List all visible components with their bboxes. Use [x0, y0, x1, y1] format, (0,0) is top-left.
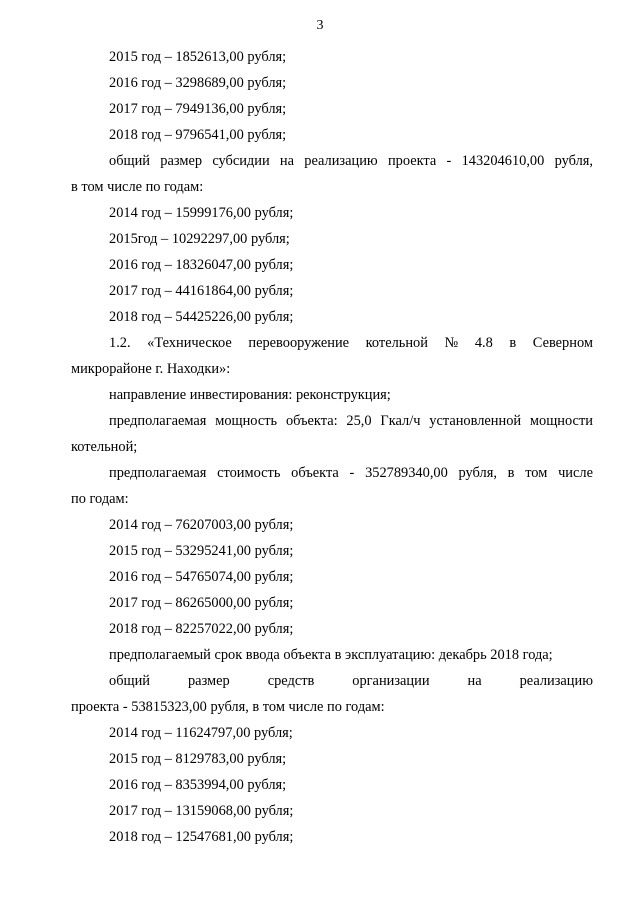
- word: том: [525, 465, 548, 481]
- word: 352789340,00: [365, 465, 448, 481]
- text-line: 2017 год – 86265000,00 рубля;: [109, 595, 294, 611]
- word: рубля,: [458, 465, 497, 481]
- word: -: [349, 465, 355, 481]
- text-line: 2018 год – 12547681,00 рубля;: [109, 829, 294, 845]
- text-line: [71, 460, 593, 486]
- word: средств: [267, 673, 315, 689]
- word: предполагаемая: [109, 465, 207, 481]
- word: Северном: [532, 335, 593, 351]
- text-line: 2015год – 10292297,00 рубля;: [109, 231, 290, 247]
- text-line: направление инвестирования: реконструкция;: [109, 387, 391, 403]
- word: проекта: [387, 153, 437, 169]
- word: числе: [558, 465, 593, 481]
- word: -: [446, 153, 452, 169]
- word: субсидии: [212, 153, 270, 169]
- word: реализацию: [519, 673, 593, 689]
- word: предполагаемая: [109, 413, 207, 429]
- text-line: 2016 год – 3298689,00 рубля;: [109, 75, 287, 91]
- text-line: 2017 год – 44161864,00 рубля;: [109, 283, 294, 299]
- word: на: [467, 673, 482, 689]
- text-line: [71, 148, 593, 174]
- text-line: 2017 год – 7949136,00 рубля;: [109, 101, 287, 117]
- word: установленной: [429, 413, 522, 429]
- word: перевооружение: [248, 335, 350, 351]
- word: 4.8: [474, 335, 493, 351]
- text-line: [71, 408, 593, 434]
- word: реализацию: [304, 153, 378, 169]
- word: размер: [187, 673, 230, 689]
- word: общий: [109, 673, 151, 689]
- text-line: 2018 год – 82257022,00 рубля;: [109, 621, 294, 637]
- word: стоимость: [217, 465, 281, 481]
- word: рубля,: [554, 153, 593, 169]
- word: мощность: [215, 413, 278, 429]
- word: №: [444, 335, 459, 351]
- text-line: предполагаемый срок ввода объекта в эксплуатацию: декабрь 2018 года;: [109, 647, 553, 663]
- text-line: в том числе по годам:: [71, 179, 204, 195]
- text-line: 2014 год – 76207003,00 рубля;: [109, 517, 294, 533]
- text-line: 2014 год – 15999176,00 рубля;: [109, 205, 294, 221]
- word: «Техническое: [147, 335, 232, 351]
- word: объекта: [291, 465, 339, 481]
- text-line: 2015 год – 1852613,00 рубля;: [109, 49, 287, 65]
- word: организации: [352, 673, 430, 689]
- text-line: проекта - 53815323,00 рубля, в том числе по годам:: [71, 699, 385, 715]
- word: в: [509, 335, 517, 351]
- text-line: по годам:: [71, 491, 129, 507]
- text-line: 2016 год – 54765074,00 рубля;: [109, 569, 294, 585]
- text-line: 2018 год – 9796541,00 рубля;: [109, 127, 287, 143]
- word: 25,0: [346, 413, 372, 429]
- word: на: [279, 153, 295, 169]
- section-heading-line: микрорайоне г. Находки»:: [71, 361, 231, 377]
- section-heading-line: [71, 330, 593, 356]
- word: общий: [109, 153, 151, 169]
- word: котельной: [365, 335, 428, 351]
- text-line: котельной;: [71, 439, 138, 455]
- text-line: 2017 год – 13159068,00 рубля;: [109, 803, 294, 819]
- page-number: 3: [316, 18, 324, 33]
- text-line: 2015 год – 8129783,00 рубля;: [109, 751, 287, 767]
- document-body: [71, 44, 593, 850]
- word: 1.2.: [109, 335, 131, 351]
- word: объекта:: [285, 413, 338, 429]
- text-line: 2014 год – 11624797,00 рубля;: [109, 725, 293, 741]
- word: мощности: [529, 413, 593, 429]
- text-line: 2016 год – 8353994,00 рубля;: [109, 777, 287, 793]
- word: размер: [160, 153, 203, 169]
- word: в: [507, 465, 515, 481]
- text-line: [71, 668, 593, 694]
- text-line: 2018 год – 54425226,00 рубля;: [109, 309, 294, 325]
- text-line: 2016 год – 18326047,00 рубля;: [109, 257, 294, 273]
- text-line: 2015 год – 53295241,00 рубля;: [109, 543, 294, 559]
- word: Гкал/ч: [380, 413, 421, 429]
- word: 143204610,00: [461, 153, 545, 169]
